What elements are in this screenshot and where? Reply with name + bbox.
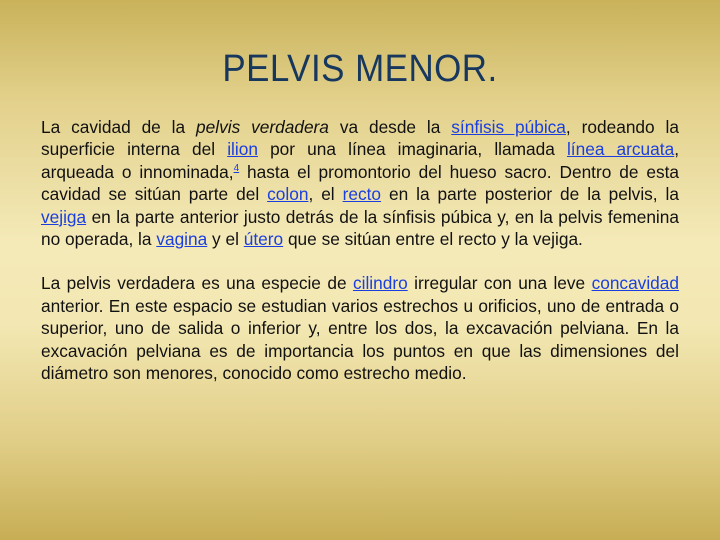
text: irregular con una leve: [407, 273, 592, 294]
text: y el: [207, 229, 244, 250]
text: , arqueada o innominada,: [41, 139, 679, 182]
paragraph-2: [41, 272, 679, 384]
link-utero[interactable]: útero: [243, 229, 284, 250]
text: va desde la: [328, 117, 452, 137]
link-concavidad[interactable]: concavidad: [591, 273, 679, 294]
text: , el: [308, 184, 343, 205]
text: anterior. En este espacio se estudian varios estrechos u orificios, uno de entrada o superior, uno de salida o inferior y, entre los dos, la excavación pelviana. En la excavación pelviana es de importancia los puntos en que las dimensiones del diámetro son menores, conocido como estrecho medio.: [41, 295, 679, 384]
text: por una línea imaginaria, llamada: [257, 139, 567, 160]
text: en la parte posterior de la pelvis, la: [381, 184, 680, 205]
link-ilion[interactable]: ilion: [227, 139, 258, 160]
link-vagina[interactable]: vagina: [156, 229, 208, 250]
slide-body: [41, 116, 679, 406]
paragraph-1: [41, 116, 679, 250]
text: La cavidad de la: [41, 117, 197, 137]
text: hasta el promontorio del hueso sacro. Dentro de esta cavidad se sitúan parte del: [41, 161, 680, 205]
link-cilindro[interactable]: cilindro: [352, 273, 408, 294]
text: La pelvis verdadera es una especie de: [41, 273, 353, 294]
text: que se sitúan entre el recto y la vejiga.: [283, 229, 583, 250]
slide-title: PELVIS MENOR.: [222, 48, 498, 90]
link-sinfisis-pubica[interactable]: sínfisis púbica: [451, 117, 566, 137]
reference-link[interactable]: 4: [233, 163, 240, 175]
text: en la parte anterior justo detrás de la sínfisis púbica y, en la pelvis femenina no operada, la: [41, 206, 679, 250]
text: , rodeando la superficie interna del: [41, 117, 679, 160]
link-linea-arcuata[interactable]: línea arcuata: [566, 139, 675, 160]
italic-term: pelvis verdadera: [196, 117, 329, 137]
link-colon[interactable]: colon: [267, 184, 309, 205]
link-vejiga[interactable]: vejiga: [41, 206, 87, 227]
link-recto[interactable]: recto: [342, 184, 382, 205]
